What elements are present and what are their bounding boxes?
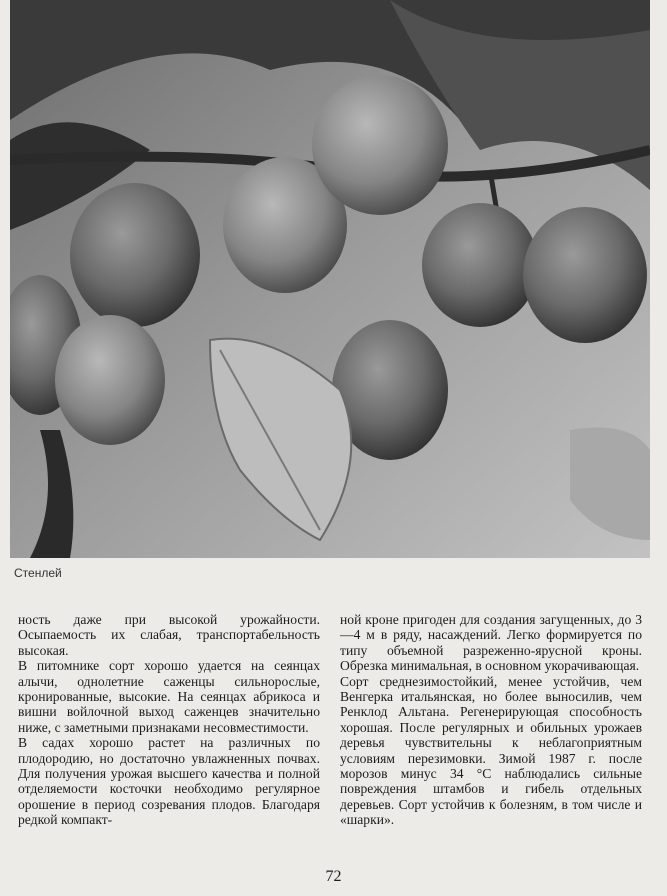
paragraph: В садах хорошо растет на различных по плодородию, но достаточно увлажненных почвах. Для получения урожая высшего качества и полной отделяемости косточки необходимо регулярное орошение в период созревания плодов. Благодаря редкой компакт- (18, 735, 320, 828)
plum-photo (10, 0, 650, 558)
paragraph: В питомнике сорт хорошо удается на сеянцах алычи, однолетние саженцы сильнорослые, кронированные, высокие. На сеянцах абрикоса и вишни войлочной выход саженцев значительно ниже, с заметными признаками несовместимости. (18, 658, 320, 735)
photo-caption: Стенлей (14, 566, 62, 580)
left-column (18, 612, 320, 828)
paragraph: Сорт среднезимостойкий, менее устойчив, чем Венгерка итальянская, но более выносилив, чем Ренклод Альтана. Регенерирующая способность хорошая. После регулярных и обильных урожаев деревья чувствительны к неблагоприятным условиям перезимовки. Зимой 1987 г. после морозов минус 34 °С наблюдались сильные повреждения штамбов и гибель отдельных деревьев. Сорт устойчив к болезням, в том числе и «шарки». (340, 673, 642, 828)
paragraph: ной кроне пригоден для создания загущенных, до 3—4 м в ряду, насаждений. Легко формируется по типу объемной разреженно-ярусной кроны. Обрезка минимальная, в основном укорачивающая. (340, 612, 642, 674)
paragraph: ность даже при высокой урожайности. Осыпаемость их слабая, транспортабельность высокая. (18, 612, 320, 658)
plum-branch-illustration (10, 0, 650, 558)
page-number: 72 (325, 868, 342, 885)
right-column (340, 612, 642, 828)
